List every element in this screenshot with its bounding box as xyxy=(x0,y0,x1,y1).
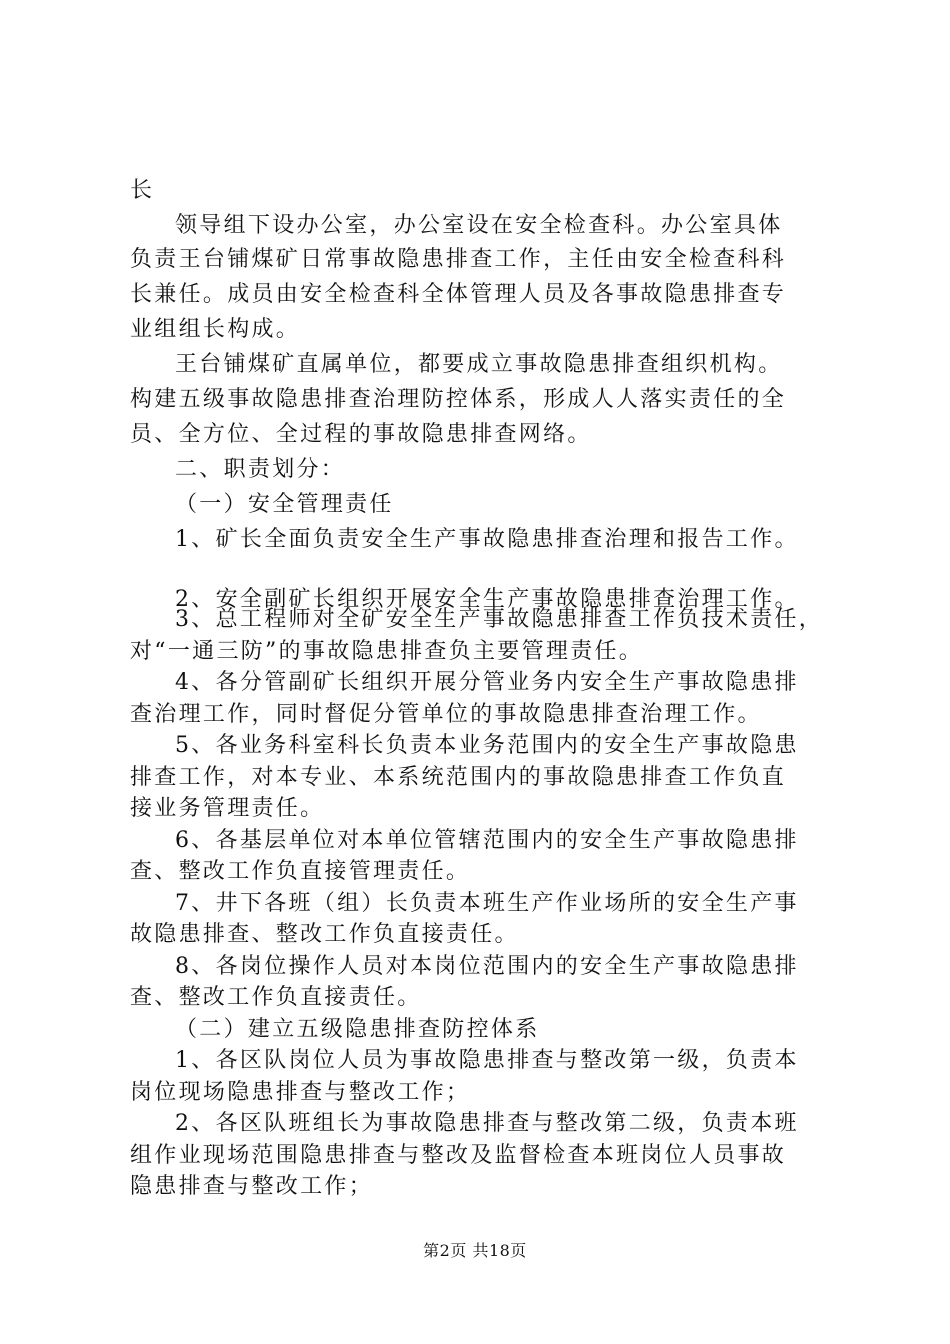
body-line: 查、整改工作负直接管理责任。 xyxy=(130,859,471,884)
body-line: 1、各区队岗位人员为事故隐患排查与整改第一级，负责本 xyxy=(175,1048,799,1073)
body-line: 岗位现场隐患排查与整改工作； xyxy=(130,1080,471,1105)
body-line: 1、矿长全面负责安全生产事故隐患排查治理和报告工作。 xyxy=(175,527,799,552)
body-line: 长 xyxy=(130,178,155,203)
body-line: 2、各区队班组长为事故隐患排查与整改第二级，负责本班 xyxy=(175,1111,799,1136)
body-line: 长兼任。成员由安全检查科全体管理人员及各事故隐患排查专 xyxy=(130,282,787,307)
body-line: 对“一通三防”的事故隐患排查负主要管理责任。 xyxy=(130,639,644,664)
body-line: 2、安全副矿长组织开展安全生产事故隐患排查治理工作。 xyxy=(175,587,799,612)
body-line: 4、各分管副矿长组织开展分管业务内安全生产事故隐患排 xyxy=(175,670,799,695)
body-line: 故隐患排查、整改工作负直接责任。 xyxy=(130,922,519,947)
subsection-heading: （二）建立五级隐患排查防控体系 xyxy=(175,1017,540,1042)
body-line: 3、总工程师对全矿安全生产事故隐患排查工作负技术责任， xyxy=(175,607,824,632)
body-line: 7、井下各班（组）长负责本班生产作业场所的安全生产事 xyxy=(175,891,799,916)
body-line: 接业务管理责任。 xyxy=(130,796,325,821)
body-line: 5、各业务科室科长负责本业务范围内的安全生产事故隐患 xyxy=(175,733,799,758)
body-line: 8、各岗位操作人员对本岗位范围内的安全生产事故隐患排 xyxy=(175,954,799,979)
body-line: 6、各基层单位对本单位管辖范围内的安全生产事故隐患排 xyxy=(175,828,799,853)
body-line: 组作业现场范围隐患排查与整改及监督检查本班岗位人员事故 xyxy=(130,1143,787,1168)
body-line: 业组组长构成。 xyxy=(130,317,301,342)
body-line: 排查工作，对本专业、本系统范围内的事故隐患排查工作负直 xyxy=(130,765,787,790)
body-line: 王台铺煤矿直属单位，都要成立事故隐患排查组织机构。 xyxy=(175,352,783,377)
body-line: 构建五级事故隐患排查治理防控体系，形成人人落实责任的全 xyxy=(130,387,787,412)
body-line: 员、全方位、全过程的事故隐患排查网络。 xyxy=(130,422,592,447)
body-line: 查、整改工作负直接责任。 xyxy=(130,985,422,1010)
body-line: 领导组下设办公室，办公室设在安全检查科。办公室具体 xyxy=(175,213,783,238)
section-heading: 二、职责划分： xyxy=(175,457,346,482)
body-line: 负责王台铺煤矿日常事故隐患排查工作，主任由安全检查科科 xyxy=(130,247,787,272)
body-line: 查治理工作，同时督促分管单位的事故隐患排查治理工作。 xyxy=(130,702,762,727)
page-footer: 第2页 共18页 xyxy=(423,1241,527,1260)
body-line: 隐患排查与整改工作； xyxy=(130,1174,374,1199)
subsection-heading: （一）安全管理责任 xyxy=(175,492,394,517)
